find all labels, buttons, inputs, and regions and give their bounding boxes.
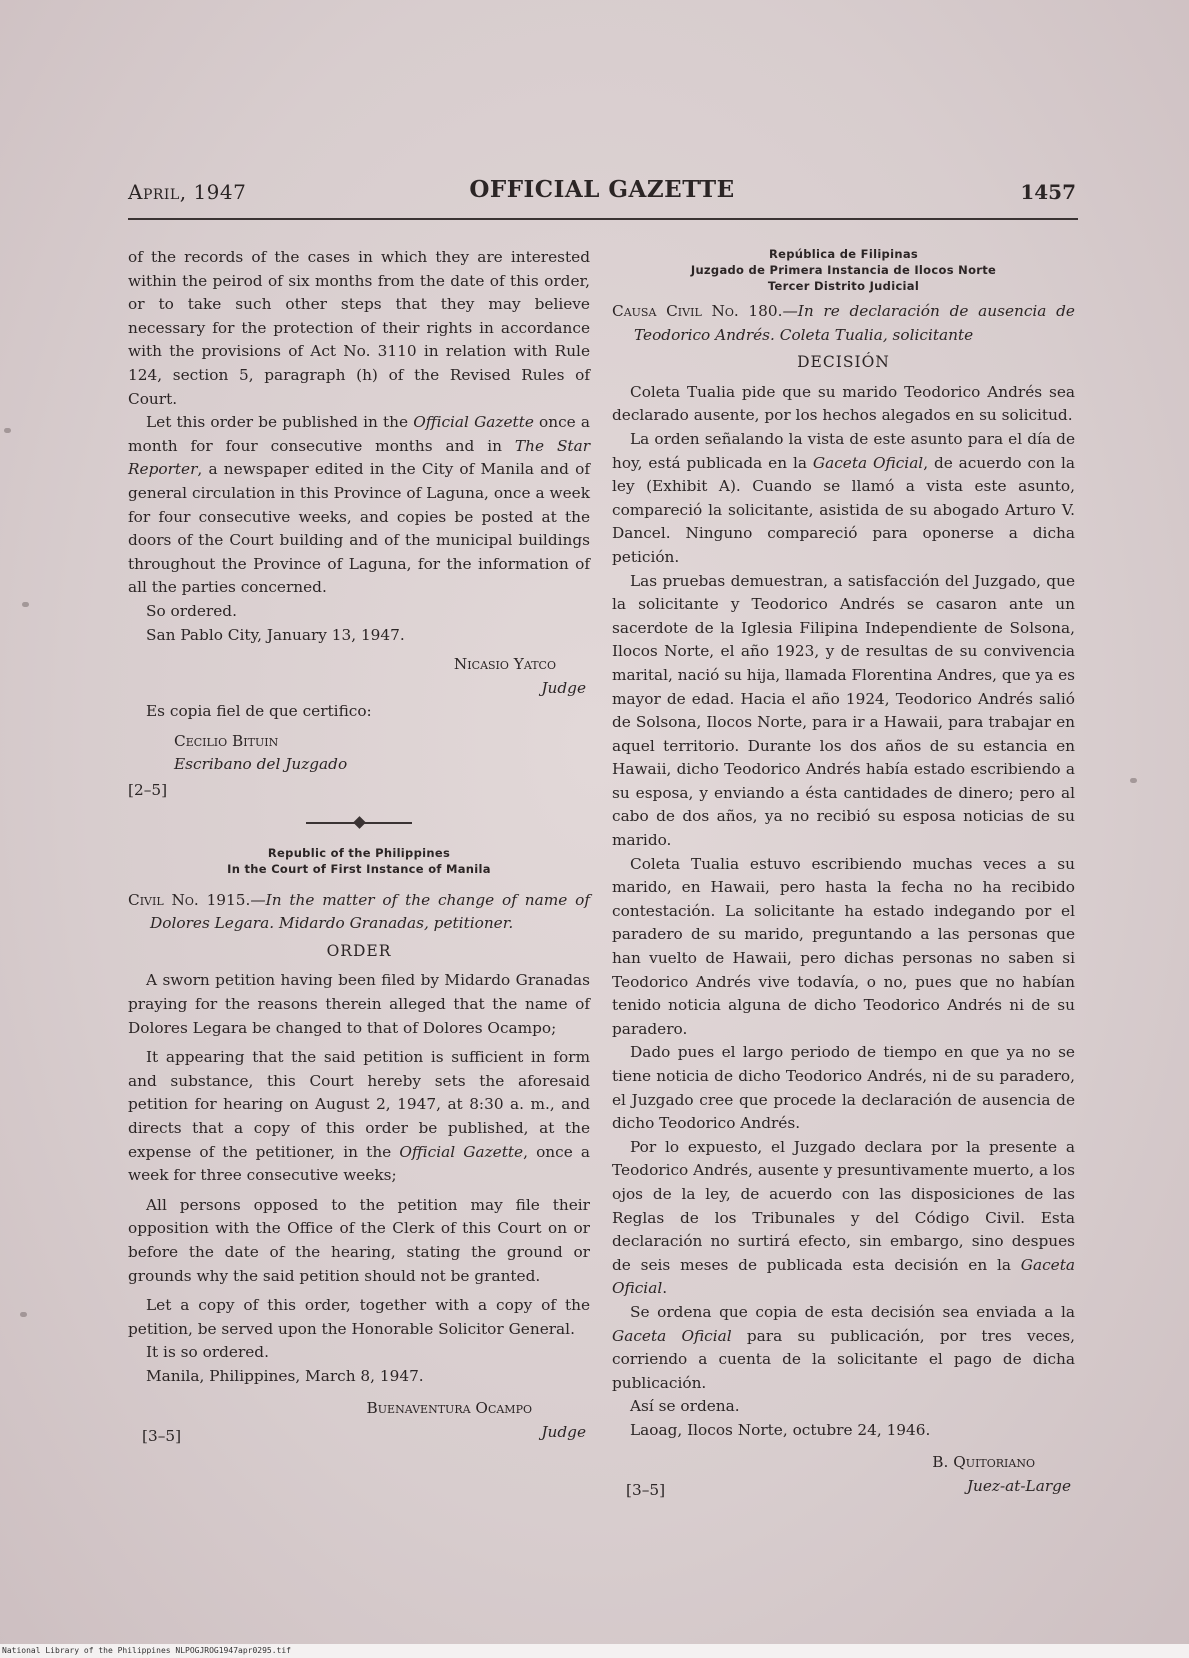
reference-number: [3–5] [142,1426,182,1445]
clerk-signature [174,730,590,777]
clerk-title: Escribano del Juzgado [174,755,348,774]
judge-title: Judge [541,678,586,697]
certification-line: Es copia fiel de que certifico: [146,702,372,721]
page-number: 1457 [1020,180,1076,204]
court-heading: Republic of the Philippines In the Court of First Instance of Manila [227,845,491,876]
judge-name: Nicasio Yatco [453,655,556,674]
reference-number: [3–5] [626,1480,666,1499]
date-line: Manila, Philippines, March 8, 1947. [146,1366,424,1385]
court-heading: República de Filipinas Juzgado de Primera Instancia de Ilocos Norte Tercer Distrito Judicial [690,247,997,293]
judge-signature [128,1397,590,1447]
judge-title: Judge [541,1422,586,1441]
paragraph: Let a copy of this order, together with a copy of the petition, be served upon the Honorable Solicitor General. [128,1296,590,1338]
paragraph: Coleta Tualia pide que su marido Teodorico Andrés sea declarado ausente, por los hechos alegados en su solicitud. [612,382,1075,425]
paragraph: Coleta Tualia estuvo escribiendo muchas veces a su marido, en Hawaii, pero hasta la fecha no ha recibido contestación. La solicitante ha estado indegando por el paradero de su marido, preguntando a las personas que han vuelto de Hawaii, pero dichas personas no saben si Teodorico Andrés vive todavía, o no, pues que no habían tenido noticia alguna de dicho Teodorico Andrés ni de su paradero. [612,854,1075,1038]
issue-date: April, 1947 [128,180,247,204]
scan-footer: National Library of the Philippines NLPOGJROG1947apr0295.tif [0,1644,1189,1658]
section-heading: ORDER [326,941,392,960]
paragraph: of the records of the cases in which they are interested within the peirod of six months from the date of this order, or to take such other steps that they may believe necessary for the protection of their rights in accordance with the provisions of Act No. 3110 in relation with Rule 124, section 5, paragraph (h) of the Revised Rules of Court. [128,248,590,408]
case-caption: Civil No. 1915.—In the matter of the change of name of Dolores Legara. Midardo Granadas, petitioner. [128,890,590,933]
paragraph: Se ordena que copia de esta decisión sea enviada a la Gaceta Oficial para su publicación, por tres veces, corriendo a cuenta de la solicitante el pago de dicha publicación. [612,1302,1076,1392]
publication-title: OFFICIAL GAZETTE [469,176,735,203]
scan-mark [4,428,11,433]
judge-title: Juez-at-Large [966,1476,1071,1495]
page-header [128,176,1076,212]
right-column [612,246,1075,1501]
paragraph: Let this order be published in the Official Gazette once a month for four consecutive months and in The Star Reporter, a newspaper edited in the City of Manila and of general circulation in this Province of Laguna, once a week for four consecutive weeks, and copies be posted at the doors of the Court building and of the municipal buildings throughout the Province of Laguna, for the information of all the parties concerned. [128,413,591,597]
scan-mark [1130,778,1137,783]
paragraph: It appearing that the said petition is sufficient in form and substance, this Court hereby sets the aforesaid petition for hearing on August 2, 1947, at 8:30 a. m., and directs that a copy of this order be published, at the expense of the petitioner, in the Official Gazette, once a week for three consecutive weeks; [128,1048,591,1185]
section-divider [128,811,590,835]
reference-number: [2–5] [128,781,168,800]
paragraph: So ordered. [146,601,237,620]
paragraph: Dado pues el largo periodo de tiempo en que ya no se tiene noticia de dicho Teodorico Andrés, ni de su paradero, el Juzgado cree que procede la declaración de ausencia de dicho Teodorico Andrés. [612,1043,1075,1133]
header-rule [128,218,1078,220]
section-heading: DECISIÓN [797,353,890,372]
judge-name: Buenaventura Ocampo [366,1398,532,1417]
date-line: San Pablo City, January 13, 1947. [146,625,405,644]
paragraph: Así se ordena. [630,1397,740,1416]
paragraph: Las pruebas demuestran, a satisfacción del Juzgado, que la solicitante y Teodorico Andrés se casaron ante un sacerdote de la Iglesia Filipina Independiente de Solsona, Ilocos Norte, el año 1923, y de resultas de su convivencia marital, nació su hija, llamada Florentina Andres, que ya es mayor de edad. Hacia el año 1924, Teodorico Andrés salió de Solsona, Ilocos Norte, para ir a Hawaii, para trabajar en aquel territorio. Durante los dos años de su estancia en Hawaii, dicho Teodorico Andrés había estado escribiendo a su esposa, y enviando a ésta cantidades de dinero; pero al cabo de dos años, ya no recibió su esposa noticias de su marido. [612,571,1075,850]
paragraph: It is so ordered. [146,1343,269,1362]
case-caption: Causa Civil No. 180.—In re declaración de ausencia de Teodorico Andrés. Coleta Tualia, solicitante [612,302,1075,344]
paragraph: A sworn petition having been filed by Midardo Granadas praying for the reasons therein alleged that the name of Dolores Legara be changed to that of Dolores Ocampo; [128,971,590,1037]
paragraph: All persons opposed to the petition may file their opposition with the Office of the Clerk of this Court on or before the date of the hearing, stating the ground or grounds why the said petition should not be granted. [128,1195,590,1285]
paragraph: La orden señalando la vista de este asunto para el día de hoy, está publicada en la Gaceta Oficial, de acuerdo con la ley (Exhibit A). Cuando se llamó a vista este asunto, compareció la solicitante, asistida de su abogado Arturo V. Dancel. Ninguno compareció para oponerse a dicha petición. [612,429,1075,566]
judge-signature [128,653,590,700]
clerk-name: Cecilio Bituin [174,731,279,750]
left-column [128,246,590,1447]
scan-mark [20,1312,27,1317]
judge-signature [612,1451,1075,1501]
scan-mark [22,602,29,607]
paragraph: Por lo expuesto, el Juzgado declara por la presente a Teodorico Andrés, ausente y presuntivamente muerto, a los ojos de la ley, de acuerdo con las disposiciones de las Reglas de los Tribunales y del Código Civil. Esta declaración no surtirá efecto, sin embargo, sino despues de seis meses de publicada esta decisión en la Gaceta Oficial. [612,1137,1075,1298]
judge-name: B. Quitoriano [932,1452,1035,1471]
date-line: Laoag, Ilocos Norte, octubre 24, 1946. [630,1420,931,1439]
